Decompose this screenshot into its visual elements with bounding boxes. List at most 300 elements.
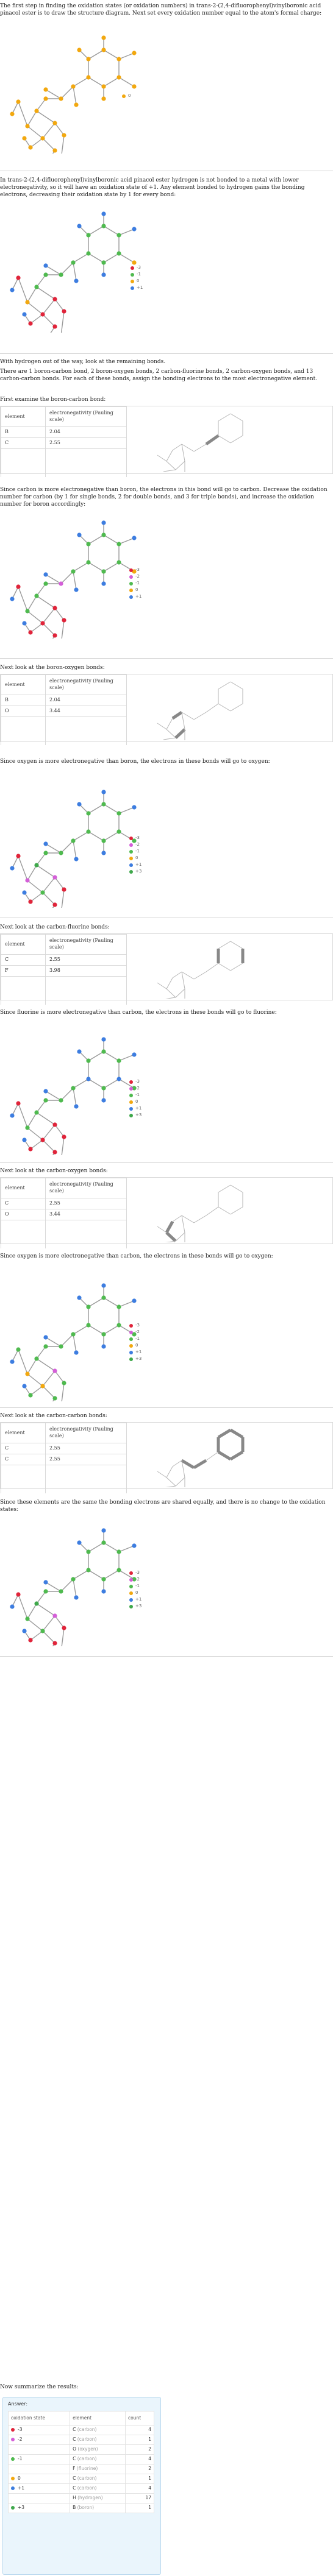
bond xyxy=(27,1604,37,1619)
bond xyxy=(218,941,231,949)
atom xyxy=(132,84,136,88)
bond xyxy=(88,50,104,59)
col-element: element xyxy=(1,935,46,955)
structure-diagram-formal-charges xyxy=(0,26,159,154)
atom xyxy=(52,1613,57,1618)
bond xyxy=(119,53,134,59)
bond xyxy=(73,1325,88,1334)
legend-dot xyxy=(129,1107,133,1111)
bond xyxy=(119,807,134,813)
legend-label: 0 xyxy=(135,587,138,592)
bond xyxy=(61,1334,73,1346)
legend-label: +1 xyxy=(135,862,142,867)
highlighted-bond xyxy=(194,1460,206,1468)
legend-item xyxy=(129,1105,141,1112)
atom xyxy=(101,581,106,586)
bond xyxy=(46,1091,61,1100)
element-symbol: H xyxy=(73,2495,78,2501)
bond xyxy=(167,729,176,738)
bond xyxy=(61,1579,73,1591)
legend-label: -1 xyxy=(135,580,140,586)
element-symbol: C xyxy=(73,2485,77,2491)
value-cell: 2.55 xyxy=(46,437,127,448)
bond xyxy=(119,1301,134,1307)
legend-dot xyxy=(129,589,133,592)
col-electronegativity: electronegativity (Pauling scale) xyxy=(46,675,127,695)
bond xyxy=(157,455,167,461)
state-dot xyxy=(11,2486,15,2490)
count-cell: 17 xyxy=(126,2494,154,2503)
oxidation-legend xyxy=(129,1322,141,1362)
atom xyxy=(86,1323,90,1327)
atom xyxy=(101,224,106,228)
atom xyxy=(10,288,14,292)
bond xyxy=(61,1088,73,1100)
state-dot xyxy=(11,2438,15,2441)
bond xyxy=(27,1128,43,1140)
legend-item xyxy=(129,868,141,875)
hydrogen-text: In trans-2-(2,4-difluorophenyl)vinylboronic acid pinacol ester hydrogen is not bonded to a metal with lower electronegativity, so it will have an oxidation state of +1. Any element bonded to hydrogen gains the bonding electrons, decreasing their oxidation state by 1 for every bond: xyxy=(0,177,305,199)
legend-label: 0 xyxy=(128,93,131,98)
state-label: -3 xyxy=(18,2427,23,2433)
atom xyxy=(43,572,48,576)
bond xyxy=(231,963,243,971)
value-cell: 3.44 xyxy=(46,706,127,717)
atom xyxy=(43,1589,48,1593)
bond xyxy=(163,1486,176,1487)
atom xyxy=(74,1104,78,1108)
bond xyxy=(104,1079,119,1088)
atom xyxy=(40,136,45,140)
bond xyxy=(37,111,55,123)
atom xyxy=(74,102,78,107)
atom xyxy=(132,51,136,55)
legend-dot xyxy=(129,1571,133,1575)
legend-item xyxy=(129,1329,141,1336)
bond xyxy=(43,299,55,314)
oxidation-state-cell xyxy=(9,2474,70,2484)
atom xyxy=(86,1304,90,1309)
state-label: 0 xyxy=(18,2475,21,2482)
cc-electronegativity-table xyxy=(1,1423,127,1493)
value-cell: 2.55 xyxy=(46,1443,127,1454)
element-name: (fluorine) xyxy=(76,2466,98,2472)
legend-dot xyxy=(129,1351,133,1354)
element-cell xyxy=(70,2465,126,2474)
bond xyxy=(88,1079,104,1088)
bond xyxy=(27,126,43,138)
bond xyxy=(37,596,55,608)
atom xyxy=(52,902,57,907)
atom xyxy=(101,211,106,216)
atom xyxy=(116,1323,121,1327)
bond xyxy=(231,941,243,949)
atom xyxy=(101,1037,106,1041)
col-element: element xyxy=(1,675,46,695)
atom xyxy=(10,111,14,116)
bond xyxy=(206,704,218,712)
legend-label: 0 xyxy=(135,1342,138,1348)
oxidation-state-cell xyxy=(9,2465,70,2474)
atom xyxy=(43,1089,48,1093)
legend-item xyxy=(129,1112,141,1119)
bond xyxy=(27,596,37,611)
atom xyxy=(52,297,57,301)
bond xyxy=(55,1616,64,1628)
atom xyxy=(77,533,81,537)
bond xyxy=(43,608,55,623)
atom xyxy=(16,854,20,858)
bond-highlight-diagram xyxy=(139,1423,292,1487)
bc-electronegativity-panel xyxy=(0,406,333,474)
value-cell: 2.04 xyxy=(46,427,127,438)
atom xyxy=(22,1138,26,1142)
legend-item xyxy=(129,1596,141,1603)
bond xyxy=(18,278,27,302)
state-label: -1 xyxy=(18,2456,23,2462)
atom xyxy=(28,1147,32,1151)
bond xyxy=(73,77,88,87)
element-name: (carbon) xyxy=(77,2456,97,2462)
bond xyxy=(104,1052,119,1061)
legend-label: +3 xyxy=(135,1603,142,1608)
atom xyxy=(25,300,29,304)
atom xyxy=(43,96,48,101)
bond xyxy=(18,856,27,880)
oxidation-state-cell xyxy=(9,2494,70,2503)
atom xyxy=(52,1368,57,1373)
atom xyxy=(25,1371,29,1376)
legend-dot xyxy=(129,1598,133,1602)
legend-item xyxy=(129,855,141,862)
legend-item xyxy=(129,1336,141,1342)
legend-dot xyxy=(129,857,133,860)
highlighted-bond xyxy=(182,1460,194,1468)
legend-dot xyxy=(129,1094,133,1097)
legend-label: +1 xyxy=(135,1349,142,1354)
bond xyxy=(119,77,134,87)
atom xyxy=(59,96,63,101)
element-cell: C xyxy=(1,1443,46,1454)
atom xyxy=(59,1098,63,1102)
bond xyxy=(61,620,64,639)
bond xyxy=(73,87,76,105)
atom xyxy=(28,1638,32,1642)
atom xyxy=(40,1138,45,1142)
bond xyxy=(18,102,27,126)
atom xyxy=(86,57,90,61)
bond xyxy=(88,1570,104,1579)
legend-dot xyxy=(131,266,134,270)
bond xyxy=(104,1543,119,1552)
bond xyxy=(157,1226,167,1233)
bond xyxy=(43,1140,55,1152)
divider xyxy=(0,353,333,354)
legend-dot xyxy=(129,863,133,867)
atom xyxy=(116,75,121,79)
atom xyxy=(52,606,57,610)
atom xyxy=(62,1134,66,1139)
atom xyxy=(101,1049,106,1053)
element-cell: O xyxy=(1,706,46,717)
bond xyxy=(104,1298,119,1307)
atom xyxy=(52,324,57,328)
atom xyxy=(116,57,121,61)
bond-highlight-diagram xyxy=(139,934,292,999)
bond xyxy=(27,302,43,314)
bond xyxy=(104,804,119,813)
bond xyxy=(167,461,176,470)
element-cell: B xyxy=(1,427,46,438)
atom xyxy=(71,1086,75,1090)
atom xyxy=(43,87,48,91)
divider xyxy=(0,1407,333,1408)
bond xyxy=(27,1359,37,1374)
element-symbol: C xyxy=(73,2427,77,2433)
atom xyxy=(71,1332,75,1336)
summary-text: Now summarize the results: xyxy=(0,2384,79,2390)
atom xyxy=(28,899,32,904)
bond xyxy=(18,587,27,611)
legend-dot xyxy=(129,850,133,854)
bond xyxy=(173,972,182,978)
bond xyxy=(88,1052,104,1061)
atom xyxy=(101,520,106,525)
atom xyxy=(10,1604,14,1608)
bond-highlight-diagram xyxy=(139,674,292,740)
bond xyxy=(163,470,176,472)
bond xyxy=(27,1113,37,1128)
bond xyxy=(37,275,46,287)
legend-item xyxy=(129,1078,141,1085)
cc-intro: Next look at the carbon-carbon bonds: xyxy=(0,1413,107,1419)
element-name: (carbon) xyxy=(77,2485,97,2491)
count-cell: 4 xyxy=(126,2484,154,2494)
legend-item xyxy=(129,1590,141,1596)
cf-electronegativity-table xyxy=(1,934,127,1005)
bond xyxy=(88,832,104,841)
table-row xyxy=(9,2494,154,2503)
atom xyxy=(101,838,106,843)
atom xyxy=(22,312,26,316)
atom xyxy=(77,1295,81,1300)
bond xyxy=(37,1604,55,1616)
table-row xyxy=(9,2465,154,2474)
table-row xyxy=(9,2426,154,2435)
bond xyxy=(37,1113,55,1125)
legend-item xyxy=(129,1356,141,1362)
bond xyxy=(43,877,55,893)
atom xyxy=(101,272,106,277)
bond xyxy=(73,562,88,571)
element-symbol: B xyxy=(73,2505,77,2511)
col-electronegativity: electronegativity (Pauling scale) xyxy=(46,1423,127,1443)
atom xyxy=(59,1344,63,1348)
legend-label: -2 xyxy=(135,1576,140,1582)
highlighted-bond xyxy=(218,1452,231,1459)
remaining-text: With hydrogen out of the way, look at the remaining bonds. xyxy=(0,359,166,365)
legend-item xyxy=(129,1322,141,1329)
atom xyxy=(40,1384,45,1388)
table-row xyxy=(9,2445,154,2455)
atom xyxy=(101,1528,106,1532)
bond xyxy=(55,123,64,135)
bond xyxy=(182,1215,185,1233)
atom xyxy=(16,99,20,104)
bond xyxy=(231,704,243,711)
bond xyxy=(194,1215,206,1223)
legend-item xyxy=(131,271,143,278)
atom xyxy=(116,251,121,255)
bond xyxy=(119,538,134,544)
bond xyxy=(167,1477,176,1486)
atom xyxy=(74,587,78,592)
col-electronegativity: electronegativity (Pauling scale) xyxy=(46,407,127,427)
bond xyxy=(27,880,43,893)
legend-label: 0 xyxy=(135,855,138,860)
atom xyxy=(101,569,106,573)
bond xyxy=(218,963,231,971)
atom xyxy=(10,596,14,601)
highlighted-bond xyxy=(218,1430,231,1437)
bond xyxy=(73,263,76,281)
answer-label: Answer: xyxy=(8,2401,28,2407)
atom xyxy=(16,1592,20,1596)
bo-result: Since oxygen is more electronegative than boron, the electrons in these bonds will go to oxygen: xyxy=(0,759,270,765)
element-cell xyxy=(70,2503,126,2513)
legend-dot xyxy=(129,1357,133,1361)
state-dot xyxy=(11,2506,15,2510)
element-cell xyxy=(70,2445,126,2455)
atom xyxy=(101,96,106,101)
bond xyxy=(231,682,243,689)
legend-label: 0 xyxy=(135,1590,138,1595)
count-cell: 4 xyxy=(126,2426,154,2435)
atom xyxy=(132,536,136,540)
atom xyxy=(71,1577,75,1581)
atom xyxy=(43,851,48,855)
element-cell xyxy=(70,2435,126,2445)
legend-label: 0 xyxy=(137,278,140,283)
atom xyxy=(71,838,75,843)
legend-item xyxy=(129,841,141,848)
bo-electronegativity-table xyxy=(1,674,127,745)
remaining-bonds-text: There are 1 boron-carbon bond, 2 boron-oxygen bonds, 2 carbon-fluorine bonds, 2 carbon-oxygen bonds, and 13 carbon-carbon bonds. For each of these bonds, assign the bonding electrons to the most electronegative element. xyxy=(0,369,318,383)
highlighted-bond xyxy=(231,1452,243,1459)
atom xyxy=(77,1540,81,1545)
atom xyxy=(74,1595,78,1599)
oxidation-legend xyxy=(122,93,131,99)
bond xyxy=(182,444,194,451)
atom xyxy=(77,48,81,52)
element-name: (carbon) xyxy=(77,2427,97,2433)
legend-label: -1 xyxy=(135,1583,140,1588)
bond xyxy=(61,571,73,584)
atom xyxy=(86,75,90,79)
atom xyxy=(52,1150,57,1154)
bond xyxy=(167,1467,173,1477)
atom xyxy=(43,1098,48,1102)
atom xyxy=(86,829,90,833)
value-cell: 2.04 xyxy=(46,695,127,706)
legend-dot xyxy=(129,582,133,586)
bond xyxy=(167,989,176,997)
bond xyxy=(30,893,43,902)
bond xyxy=(88,535,104,544)
element-symbol: C xyxy=(73,2436,77,2443)
legend-dot xyxy=(129,1331,133,1334)
bond xyxy=(104,1570,119,1579)
element-name: (carbon) xyxy=(77,2436,97,2443)
atom xyxy=(77,224,81,228)
cf-result: Since fluorine is more electronegative than carbon, the electrons in these bonds will go to fluorine: xyxy=(0,1010,277,1016)
intro-text: The first step in finding the oxidation states (or oxidation numbers) in trans-2-(2,4-difluorophenyl)vinylboronic acid pinacol ester is to draw the structure diagram. Next set every oxidation number equal to the atom's formal charge: xyxy=(0,3,322,17)
atom xyxy=(16,1347,20,1351)
legend-label: 0 xyxy=(135,1099,138,1104)
atom xyxy=(101,851,106,855)
atom xyxy=(28,630,32,634)
count-cell: 1 xyxy=(126,2503,154,2513)
bond xyxy=(73,841,76,859)
oxidation-state-cell xyxy=(9,2445,70,2455)
legend-item xyxy=(129,1342,141,1349)
legend-dot xyxy=(129,1087,133,1091)
atom xyxy=(86,1549,90,1554)
atom xyxy=(116,542,121,546)
atom xyxy=(86,251,90,255)
bond xyxy=(163,738,176,740)
legend-label: +3 xyxy=(135,1356,142,1361)
atom xyxy=(22,1629,26,1633)
bond xyxy=(46,266,61,275)
legend-dot xyxy=(129,595,133,599)
bond xyxy=(231,1207,243,1214)
bond xyxy=(119,1055,134,1061)
bond xyxy=(194,972,206,979)
table-row xyxy=(9,2474,154,2484)
bond xyxy=(88,562,104,571)
atom xyxy=(101,48,106,52)
legend-item xyxy=(129,1099,141,1105)
atom xyxy=(59,851,63,855)
bond xyxy=(157,983,167,989)
bond xyxy=(182,972,185,989)
bond xyxy=(73,832,88,841)
atom xyxy=(101,1098,106,1102)
oxidation-state-cell xyxy=(9,2484,70,2494)
bond xyxy=(30,138,43,147)
atom xyxy=(86,811,90,815)
legend-dot xyxy=(129,870,133,874)
element-symbol: C xyxy=(73,2475,77,2482)
divider xyxy=(0,1656,333,1657)
atom xyxy=(86,1058,90,1063)
atom xyxy=(86,1568,90,1572)
atom xyxy=(16,584,20,589)
atom xyxy=(132,227,136,231)
answer-table xyxy=(8,2411,154,2513)
atom xyxy=(28,145,32,149)
atom xyxy=(62,1626,66,1630)
atom xyxy=(86,233,90,237)
legend-item xyxy=(129,1603,141,1610)
bond xyxy=(46,90,61,99)
atom xyxy=(116,1549,121,1554)
atom xyxy=(22,621,26,625)
bond xyxy=(37,853,46,865)
legend-label: -3 xyxy=(135,1078,140,1084)
value-cell: 2.55 xyxy=(46,1454,127,1465)
